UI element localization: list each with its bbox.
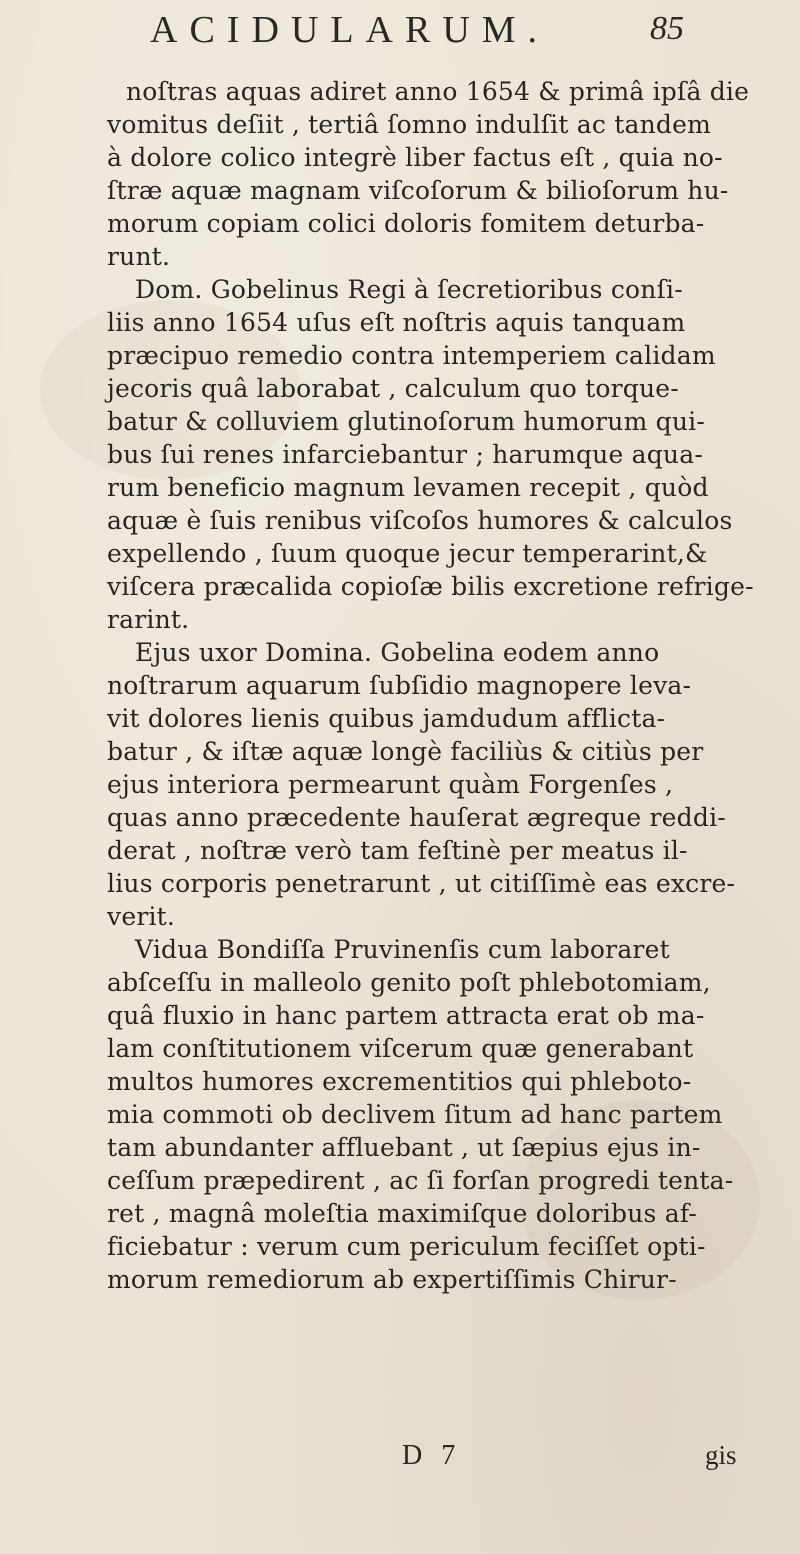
catchword: gis	[705, 1440, 737, 1470]
text-line: abſceſſu in malleolo genito poſt phlebotomiam,	[107, 968, 711, 997]
text-line: batur , & iſtæ aquæ longè faciliùs & citiùs per	[107, 737, 704, 766]
text-line: Vidua Bondiſſa Pruvinenſis cum laboraret	[135, 935, 670, 964]
text-line: tam abundanter affluebant , ut ſæpius ejus in-	[107, 1133, 701, 1162]
text-line: expellendo , ſuum quoque jecur temperarint,&	[107, 539, 708, 568]
text-line: lam conſtitutionem viſcerum quæ generabant	[107, 1034, 694, 1063]
text-line: quâ fluxio in hanc partem attracta erat ob ma-	[107, 1001, 705, 1030]
text-line: noſtras aquas adiret anno 1654 & primâ ipſâ die	[126, 77, 750, 106]
text-line: mia commoti ob declivem ſitum ad hanc partem	[107, 1100, 723, 1129]
text-line: ejus interiora permearunt quàm Forgenſes ,	[107, 770, 674, 799]
text-line: morum copiam colici doloris fomitem deturba-	[107, 209, 705, 238]
text-line: rarint.	[107, 605, 190, 634]
text-line: à dolore colico integrè liber factus eſt , quia no-	[107, 143, 723, 172]
text-line: lius corporis penetrarunt , ut citiſſimè eas excre-	[107, 869, 736, 898]
text-line: morum remediorum ab expertiſſimis Chirur-	[107, 1265, 677, 1294]
page-footer	[0, 1440, 800, 1480]
text-line: noſtrarum aquarum ſubſidio magnopere leva-	[107, 671, 692, 700]
text-line: bus ſui renes infarciebantur ; harumque aqua-	[107, 440, 703, 469]
text-line: derat , noſtræ verò tam feſtinè per meatus il-	[107, 836, 688, 865]
text-line: liis anno 1654 uſus eſt noſtris aquis tanquam	[107, 308, 686, 337]
text-line: Dom. Gobelinus Regi à ſecretioribus conſi-	[135, 275, 683, 304]
text-line: præcipuo remedio contra intemperiem calidam	[107, 341, 716, 370]
text-line: runt.	[107, 242, 171, 271]
text-line: rum beneficio magnum levamen recepit , quòd	[107, 473, 709, 502]
text-line: ficiebatur : verum cum periculum feciſſet opti-	[107, 1232, 706, 1261]
text-line: multos humores excrementitios qui phleboto-	[107, 1067, 692, 1096]
text-line: quas anno præcedente hauſerat ægreque reddi-	[107, 803, 726, 832]
text-line: jecoris quâ laborabat , calculum quo torque-	[107, 374, 679, 403]
text-line: ceſſum præpedirent , ac ſi forſan progredi tenta-	[107, 1166, 734, 1195]
text-line: Ejus uxor Domina. Gobelina eodem anno	[135, 638, 660, 667]
text-line: vomitus deſiit , tertiâ ſomno indulſit ac tandem	[107, 110, 711, 139]
text-line: ret , magnâ moleſtia maximiſque doloribus af-	[107, 1199, 698, 1228]
signature-mark: D 7	[402, 1440, 462, 1471]
running-title: ACIDULARUM.	[150, 9, 550, 51]
text-line: viſcera præcalida copioſæ bilis excretione refrige-	[107, 572, 754, 601]
page-number: 85	[650, 10, 684, 47]
text-line: aquæ è ſuis renibus viſcoſos humores & calculos	[107, 506, 733, 535]
text-line: batur & colluviem glutinoſorum humorum qui-	[107, 407, 705, 436]
text-line: vit dolores lienis quibus jamdudum afflicta-	[107, 704, 666, 733]
text-line: verit.	[107, 902, 176, 931]
page-header	[0, 8, 800, 58]
text-line: ſtræ aquæ magnam viſcoſorum & bilioſorum hu-	[107, 176, 729, 205]
